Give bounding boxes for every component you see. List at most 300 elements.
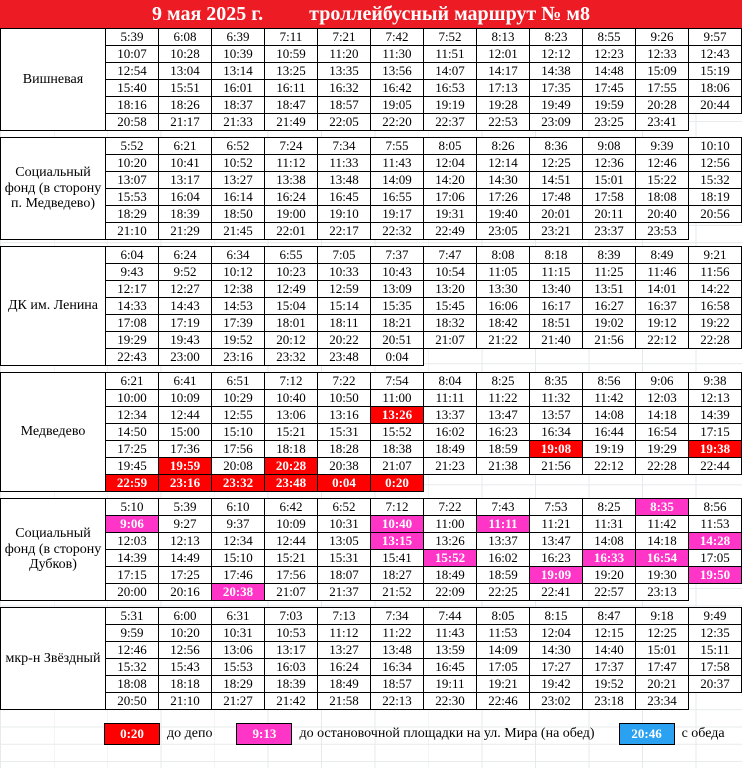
time-cell: 6:24 (159, 247, 212, 264)
time-cell: 19:11 (424, 676, 477, 693)
time-cell: 23:05 (477, 223, 530, 240)
time-cell: 23:02 (530, 693, 583, 710)
time-cell: 19:49 (530, 97, 583, 114)
time-cell: 13:47 (530, 533, 583, 550)
time-cell: 13:51 (583, 281, 636, 298)
legend-label: с обеда (681, 726, 725, 741)
time-cell: 17:56 (265, 567, 318, 584)
empty-cell (636, 349, 689, 366)
time-cell: 17:35 (530, 80, 583, 97)
time-cell: 18:01 (265, 315, 318, 332)
time-cell: 19:09 (530, 567, 583, 584)
time-cell: 16:37 (636, 298, 689, 315)
time-cell: 10:07 (106, 46, 159, 63)
title-date: 9 мая 2025 г. (152, 2, 264, 25)
schedule-row (1, 80, 742, 97)
time-cell: 12:46 (636, 155, 689, 172)
time-cell: 21:10 (159, 693, 212, 710)
time-cell: 14:50 (106, 424, 159, 441)
time-cell: 9:06 (636, 373, 689, 390)
time-cell: 14:22 (689, 281, 742, 298)
time-cell: 20:56 (689, 206, 742, 223)
time-cell: 11:46 (636, 264, 689, 281)
time-cell: 19:19 (424, 97, 477, 114)
schedule-row (1, 567, 742, 584)
time-cell: 9:57 (689, 29, 742, 46)
time-cell: 19:21 (477, 676, 530, 693)
stop-name-cell: мкр-н Звёздный (1, 608, 106, 710)
time-cell: 19:05 (371, 97, 424, 114)
time-cell: 8:08 (477, 247, 530, 264)
schedule-row (1, 46, 742, 63)
time-cell: 18:47 (265, 97, 318, 114)
time-cell: 8:05 (424, 138, 477, 155)
time-cell: 12:33 (636, 46, 689, 63)
time-cell: 8:23 (530, 29, 583, 46)
schedule-table (0, 498, 742, 601)
time-cell: 19:29 (106, 332, 159, 349)
time-cell: 18:37 (212, 97, 265, 114)
time-cell: 11:25 (583, 264, 636, 281)
time-cell: 16:58 (689, 298, 742, 315)
time-cell: 7:52 (424, 29, 477, 46)
time-cell: 17:26 (477, 189, 530, 206)
time-cell: 20:58 (106, 114, 159, 131)
schedule-sections (0, 28, 742, 710)
schedule-row (1, 298, 742, 315)
time-cell: 13:27 (318, 642, 371, 659)
time-cell: 18:08 (106, 676, 159, 693)
time-cell: 12:55 (212, 407, 265, 424)
time-cell: 6:31 (212, 608, 265, 625)
time-cell: 15:01 (583, 172, 636, 189)
time-cell: 17:05 (689, 550, 742, 567)
time-cell: 14:53 (212, 298, 265, 315)
time-cell: 20:11 (583, 206, 636, 223)
time-cell: 9:21 (689, 247, 742, 264)
time-cell: 17:36 (159, 441, 212, 458)
time-cell: 14:01 (636, 281, 689, 298)
time-cell: 11:42 (636, 516, 689, 533)
empty-cell (583, 475, 636, 492)
empty-cell (689, 475, 742, 492)
time-cell: 13:56 (371, 63, 424, 80)
time-cell: 13:26 (424, 533, 477, 550)
time-cell: 15:40 (106, 80, 159, 97)
time-cell: 23:13 (636, 584, 689, 601)
time-cell: 12:49 (265, 281, 318, 298)
time-cell: 19:59 (159, 458, 212, 475)
time-cell: 18:51 (530, 315, 583, 332)
time-cell: 11:42 (583, 390, 636, 407)
time-cell: 17:45 (583, 80, 636, 97)
schedule-table (0, 137, 742, 240)
time-cell: 18:21 (371, 315, 424, 332)
time-cell: 17:39 (212, 315, 265, 332)
schedule-row (1, 281, 742, 298)
time-cell: 19:40 (477, 206, 530, 223)
time-cell: 12:44 (265, 533, 318, 550)
time-cell: 13:30 (477, 281, 530, 298)
time-cell: 13:47 (477, 407, 530, 424)
time-cell: 11:00 (424, 516, 477, 533)
time-cell: 15:21 (265, 550, 318, 567)
time-cell: 6:08 (159, 29, 212, 46)
schedule-section (0, 498, 742, 601)
time-cell: 17:13 (477, 80, 530, 97)
time-cell: 16:24 (265, 189, 318, 206)
time-cell: 10:31 (318, 516, 371, 533)
time-cell: 23:09 (530, 114, 583, 131)
time-cell: 13:07 (106, 172, 159, 189)
time-cell: 10:50 (318, 390, 371, 407)
time-cell: 13:14 (212, 63, 265, 80)
empty-cell (689, 584, 742, 601)
time-cell: 9:26 (636, 29, 689, 46)
time-cell: 20:44 (689, 97, 742, 114)
time-cell: 18:19 (689, 189, 742, 206)
schedule-row (1, 693, 742, 710)
time-cell: 0:20 (371, 475, 424, 492)
time-cell: 9:43 (106, 264, 159, 281)
time-cell: 13:26 (371, 407, 424, 424)
time-cell: 21:58 (318, 693, 371, 710)
time-cell: 0:04 (371, 349, 424, 366)
time-cell: 16:54 (636, 550, 689, 567)
time-cell: 17:58 (689, 659, 742, 676)
time-cell: 23:32 (212, 475, 265, 492)
time-cell: 8:56 (583, 373, 636, 390)
schedule-table (0, 28, 742, 131)
time-cell: 11:32 (530, 390, 583, 407)
time-cell: 22:28 (636, 458, 689, 475)
time-cell: 21:56 (530, 458, 583, 475)
time-cell: 11:53 (689, 516, 742, 533)
time-cell: 15:32 (106, 659, 159, 676)
time-cell: 18:06 (689, 80, 742, 97)
time-cell: 23:25 (583, 114, 636, 131)
time-cell: 10:41 (159, 155, 212, 172)
time-cell: 16:06 (477, 298, 530, 315)
time-cell: 20:12 (265, 332, 318, 349)
time-cell: 23:16 (159, 475, 212, 492)
time-cell: 16:23 (477, 424, 530, 441)
schedule-row (1, 332, 742, 349)
time-cell: 15:01 (636, 642, 689, 659)
empty-cell (583, 349, 636, 366)
time-cell: 19:02 (583, 315, 636, 332)
time-cell: 21:07 (424, 332, 477, 349)
time-cell: 18:39 (265, 676, 318, 693)
time-cell: 15:31 (318, 424, 371, 441)
schedule-row (1, 138, 742, 155)
time-cell: 6:51 (212, 373, 265, 390)
time-cell: 12:03 (636, 390, 689, 407)
time-cell: 22:17 (318, 223, 371, 240)
empty-cell (689, 114, 742, 131)
time-cell: 11:31 (583, 516, 636, 533)
time-cell: 13:59 (424, 642, 477, 659)
time-cell: 23:48 (318, 349, 371, 366)
time-cell: 16:23 (530, 550, 583, 567)
schedule-row (1, 407, 742, 424)
schedule-row (1, 424, 742, 441)
time-cell: 18:26 (159, 97, 212, 114)
time-cell: 7:12 (265, 373, 318, 390)
time-cell: 21:10 (106, 223, 159, 240)
time-cell: 10:43 (371, 264, 424, 281)
time-cell: 22:30 (424, 693, 477, 710)
empty-cell (689, 349, 742, 366)
time-cell: 20:00 (106, 584, 159, 601)
time-cell: 12:01 (477, 46, 530, 63)
time-cell: 20:38 (318, 458, 371, 475)
time-cell: 19:10 (318, 206, 371, 223)
time-cell: 20:08 (212, 458, 265, 475)
time-cell: 19:28 (477, 97, 530, 114)
title-banner (0, 0, 742, 28)
legend-color-chip-red: 0:20 (104, 723, 160, 745)
time-cell: 6:21 (159, 138, 212, 155)
time-cell: 7:22 (318, 373, 371, 390)
time-cell: 20:01 (530, 206, 583, 223)
time-cell: 16:55 (371, 189, 424, 206)
time-cell: 16:33 (583, 550, 636, 567)
schedule-row (1, 172, 742, 189)
time-cell: 12:34 (212, 533, 265, 550)
time-cell: 13:38 (265, 172, 318, 189)
time-cell: 12:03 (106, 533, 159, 550)
time-cell: 21:42 (265, 693, 318, 710)
time-cell: 8:13 (477, 29, 530, 46)
time-cell: 17:27 (530, 659, 583, 676)
time-cell: 13:17 (265, 642, 318, 659)
time-cell: 19:22 (689, 315, 742, 332)
time-cell: 12:15 (583, 625, 636, 642)
time-cell: 15:51 (159, 80, 212, 97)
time-cell: 10:29 (212, 390, 265, 407)
time-cell: 16:17 (530, 298, 583, 315)
time-cell: 15:10 (212, 550, 265, 567)
schedule-row (1, 499, 742, 516)
time-cell: 18:11 (318, 315, 371, 332)
time-cell: 8:36 (530, 138, 583, 155)
time-cell: 12:12 (530, 46, 583, 63)
time-cell: 17:25 (159, 567, 212, 584)
time-cell: 13:05 (318, 533, 371, 550)
time-cell: 20:16 (159, 584, 212, 601)
time-cell: 11:12 (265, 155, 318, 172)
time-cell: 18:18 (159, 676, 212, 693)
time-cell: 15:10 (212, 424, 265, 441)
time-cell: 15:11 (689, 642, 742, 659)
schedule-row (1, 659, 742, 676)
time-cell: 16:27 (583, 298, 636, 315)
time-cell: 14:51 (530, 172, 583, 189)
time-cell: 10:28 (159, 46, 212, 63)
time-cell: 18:57 (371, 676, 424, 693)
time-cell: 21:23 (424, 458, 477, 475)
empty-cell (477, 349, 530, 366)
time-cell: 15:21 (265, 424, 318, 441)
schedule-row (1, 516, 742, 533)
time-cell: 14:09 (477, 642, 530, 659)
time-cell: 19:17 (371, 206, 424, 223)
time-cell: 8:05 (477, 608, 530, 625)
time-cell: 14:39 (689, 407, 742, 424)
time-cell: 8:55 (583, 29, 636, 46)
time-cell: 19:19 (583, 441, 636, 458)
time-cell: 18:39 (159, 206, 212, 223)
time-cell: 10:23 (265, 264, 318, 281)
time-cell: 13:48 (371, 642, 424, 659)
time-cell: 18:27 (371, 567, 424, 584)
schedule-row (1, 584, 742, 601)
time-cell: 6:04 (106, 247, 159, 264)
time-cell: 6:34 (212, 247, 265, 264)
time-cell: 8:35 (636, 499, 689, 516)
time-cell: 22:13 (371, 693, 424, 710)
schedule-section (0, 28, 742, 131)
time-cell: 22:37 (424, 114, 477, 131)
schedule-row (1, 642, 742, 659)
time-cell: 9:18 (636, 608, 689, 625)
time-cell: 23:32 (265, 349, 318, 366)
schedule-table (0, 246, 742, 366)
time-cell: 14:38 (530, 63, 583, 80)
time-cell: 6:10 (212, 499, 265, 516)
time-cell: 23:37 (583, 223, 636, 240)
time-cell: 14:49 (159, 550, 212, 567)
time-cell: 16:42 (371, 80, 424, 97)
schedule-row (1, 676, 742, 693)
time-cell: 19:45 (106, 458, 159, 475)
time-cell: 8:56 (689, 499, 742, 516)
time-cell: 16:44 (583, 424, 636, 441)
legend-color-chip-magenta: 9:13 (236, 723, 292, 745)
schedule-row (1, 223, 742, 240)
time-cell: 12:38 (212, 281, 265, 298)
time-cell: 13:16 (318, 407, 371, 424)
time-cell: 18:49 (424, 567, 477, 584)
time-cell: 20:28 (636, 97, 689, 114)
time-cell: 15:32 (689, 172, 742, 189)
time-cell: 21:22 (477, 332, 530, 349)
time-cell: 22:46 (477, 693, 530, 710)
time-cell: 12:25 (636, 625, 689, 642)
empty-cell (424, 349, 477, 366)
time-cell: 23:34 (636, 693, 689, 710)
time-cell: 11:15 (530, 264, 583, 281)
schedule-section (0, 137, 742, 240)
time-cell: 10:00 (106, 390, 159, 407)
time-cell: 12:13 (159, 533, 212, 550)
time-cell: 11:33 (318, 155, 371, 172)
time-cell: 11:12 (318, 625, 371, 642)
time-cell: 17:48 (530, 189, 583, 206)
time-cell: 21:56 (583, 332, 636, 349)
time-cell: 10:52 (212, 155, 265, 172)
schedule-row (1, 29, 742, 46)
schedule-table (0, 607, 742, 710)
empty-cell (689, 223, 742, 240)
time-cell: 14:28 (689, 533, 742, 550)
time-cell: 7:47 (424, 247, 477, 264)
time-cell: 14:08 (583, 407, 636, 424)
time-cell: 22:43 (106, 349, 159, 366)
time-cell: 16:11 (265, 80, 318, 97)
time-cell: 7:12 (371, 499, 424, 516)
time-cell: 16:45 (424, 659, 477, 676)
time-cell: 12:46 (106, 642, 159, 659)
time-cell: 7:03 (265, 608, 318, 625)
time-cell: 10:10 (689, 138, 742, 155)
time-cell: 10:40 (371, 516, 424, 533)
time-cell: 16:04 (159, 189, 212, 206)
time-cell: 9:52 (159, 264, 212, 281)
time-cell: 10:31 (212, 625, 265, 642)
time-cell: 20:38 (212, 584, 265, 601)
time-cell: 10:53 (265, 625, 318, 642)
time-cell: 10:39 (212, 46, 265, 63)
time-cell: 19:42 (530, 676, 583, 693)
time-cell: 11:51 (424, 46, 477, 63)
time-cell: 20:50 (106, 693, 159, 710)
time-cell: 12:34 (106, 407, 159, 424)
time-cell: 14:17 (477, 63, 530, 80)
time-cell: 22:49 (424, 223, 477, 240)
time-cell: 22:01 (265, 223, 318, 240)
time-cell: 14:43 (159, 298, 212, 315)
time-cell: 10:54 (424, 264, 477, 281)
time-cell: 17:47 (636, 659, 689, 676)
time-cell: 7:42 (371, 29, 424, 46)
time-cell: 20:40 (636, 206, 689, 223)
time-cell: 13:06 (212, 642, 265, 659)
time-cell: 10:09 (159, 390, 212, 407)
time-cell: 14:18 (636, 407, 689, 424)
time-cell: 13:27 (212, 172, 265, 189)
time-cell: 6:39 (212, 29, 265, 46)
time-cell: 8:39 (583, 247, 636, 264)
time-cell: 22:28 (689, 332, 742, 349)
time-cell: 16:01 (212, 80, 265, 97)
time-cell: 21:40 (530, 332, 583, 349)
time-cell: 13:35 (318, 63, 371, 80)
time-cell: 7:55 (371, 138, 424, 155)
time-cell: 6:42 (265, 499, 318, 516)
time-cell: 18:59 (477, 567, 530, 584)
time-cell: 14:20 (424, 172, 477, 189)
time-cell: 17:15 (106, 567, 159, 584)
time-cell: 18:42 (477, 315, 530, 332)
time-cell: 22:41 (530, 584, 583, 601)
time-cell: 17:05 (477, 659, 530, 676)
time-cell: 16:54 (636, 424, 689, 441)
time-cell: 12:14 (477, 155, 530, 172)
time-cell: 8:26 (477, 138, 530, 155)
time-cell: 13:06 (265, 407, 318, 424)
time-cell: 11:20 (318, 46, 371, 63)
time-cell: 22:53 (477, 114, 530, 131)
time-cell: 18:32 (424, 315, 477, 332)
time-cell: 16:02 (424, 424, 477, 441)
empty-cell (636, 475, 689, 492)
time-cell: 20:37 (689, 676, 742, 693)
time-cell: 21:45 (212, 223, 265, 240)
time-cell: 8:25 (477, 373, 530, 390)
time-cell: 11:11 (477, 516, 530, 533)
